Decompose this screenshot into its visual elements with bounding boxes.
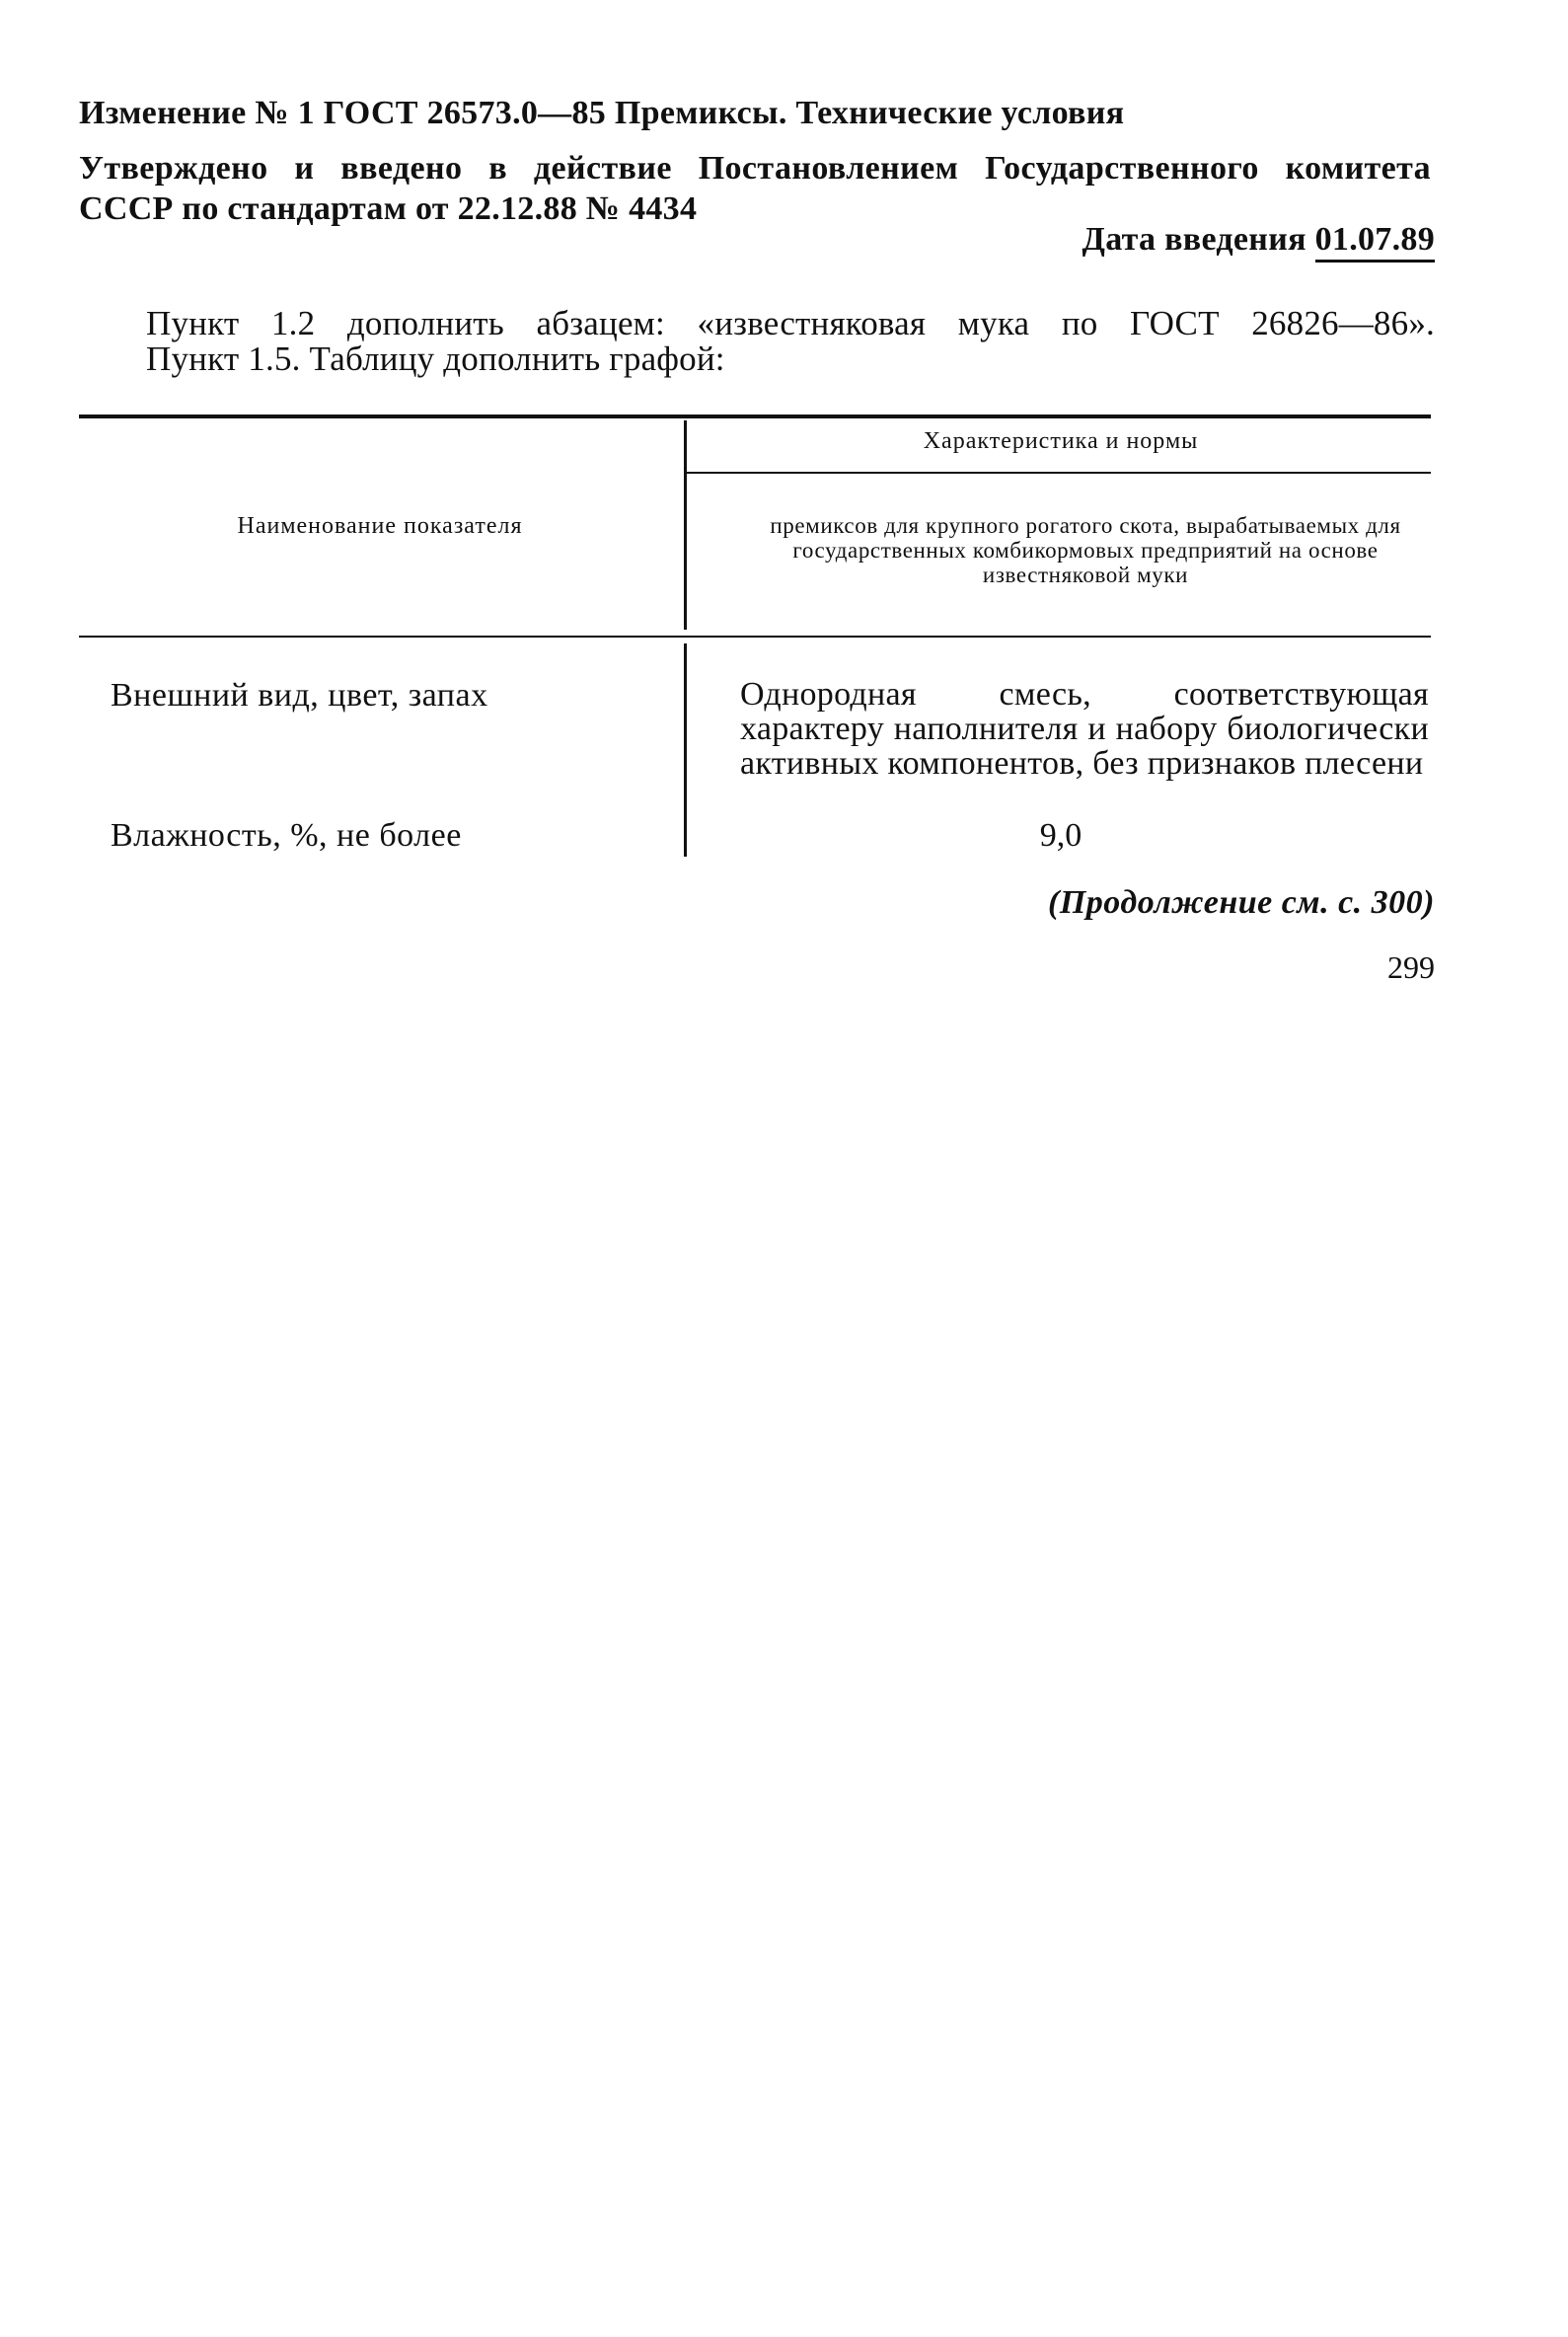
- table-col1-header: Наименование показателя: [237, 513, 523, 539]
- table-row-1-value: Однородная смесь, соответствующая характеру наполнителя и набору биологически активных компонентов, без признаков плесени: [740, 676, 1429, 782]
- effective-date-value: 01.07.89: [1315, 221, 1435, 263]
- amendment-title: Изменение № 1 ГОСТ 26573.0—85 Премиксы. Технические условия: [79, 95, 1125, 131]
- effective-date: [1083, 221, 1435, 259]
- effective-date-label: Дата введения: [1082, 221, 1307, 258]
- table-column-divider-body: [684, 643, 687, 857]
- paragraph-1-2: Пункт 1.2 дополнить абзацем: «известняковая мука по ГОСТ 26826—86».: [146, 304, 1435, 342]
- table-subheader-rule: [687, 472, 1431, 474]
- table-row-1-label: Внешний вид, цвет, запах: [111, 677, 488, 714]
- table-column-divider-header: [684, 420, 687, 630]
- table-header-bottom-rule: [79, 636, 1431, 638]
- approval-line-2: СССР по стандартам от 22.12.88 № 4434: [79, 190, 698, 227]
- page-number: 299: [1387, 949, 1435, 985]
- table-col2-subheader: премиксов для крупного рогатого скота, вырабатываемых для государственных комбикормовых предприятий на основе известняковой муки: [770, 513, 1401, 587]
- approval-line-1: Утверждено и введено в действие Постановлением Государственного комитета: [79, 150, 1431, 187]
- table-row-2-value: 9,0: [1039, 817, 1083, 854]
- paragraph-1-5: Пункт 1.5. Таблицу дополнить графой:: [146, 339, 725, 378]
- continuation-note: (Продолжение см. с. 300): [1048, 884, 1435, 921]
- table-top-rule: [79, 415, 1431, 418]
- table-row-2-label: Влажность, %, не более: [111, 817, 462, 854]
- table-col2-header: Характеристика и нормы: [923, 428, 1199, 454]
